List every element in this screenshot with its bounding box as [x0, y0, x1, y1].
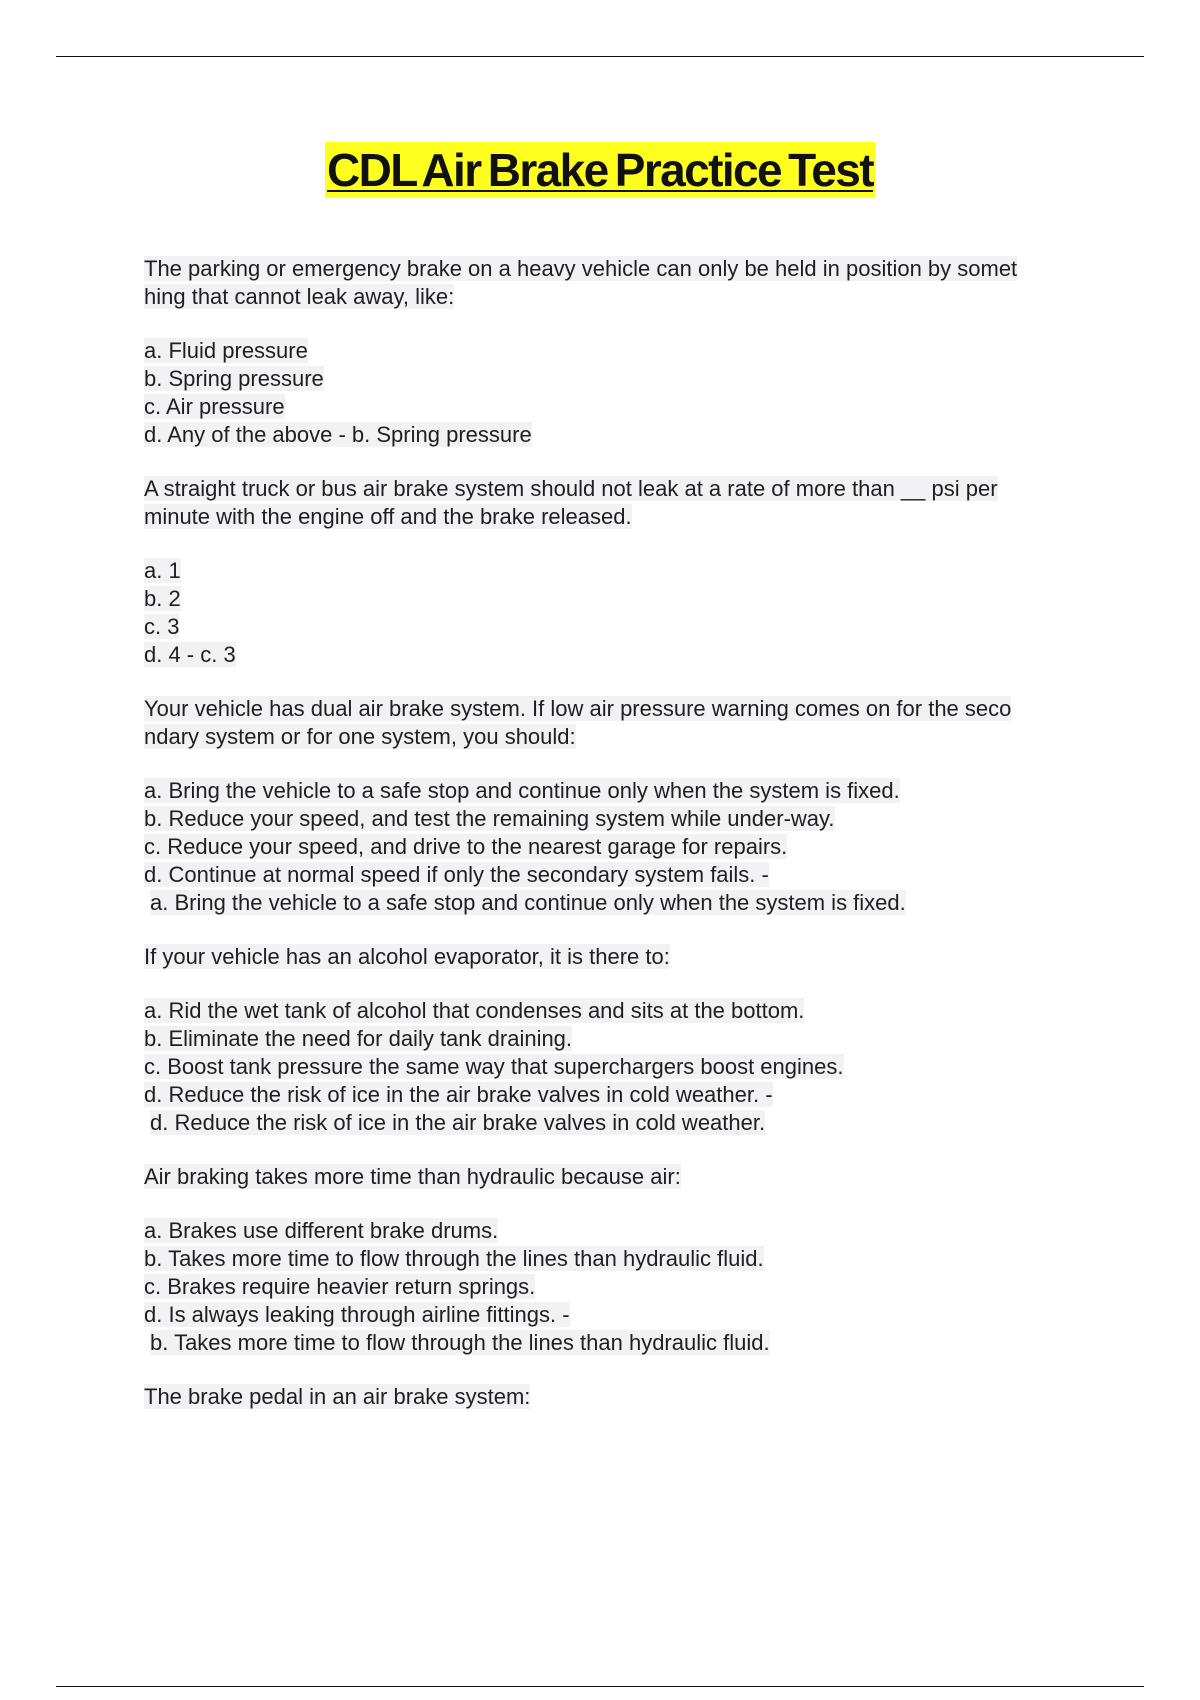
option-d: d. 4 - c. 3: [144, 642, 236, 667]
option-d: d. Is always leaking through airline fittings. -: [144, 1302, 570, 1327]
option-b: b. 2: [144, 586, 181, 611]
option-b: b. Eliminate the need for daily tank draining.: [144, 1026, 573, 1051]
question-item: [144, 1383, 1104, 1411]
option-list: [144, 557, 1104, 669]
question-list: [144, 255, 1104, 1437]
option-b: b. Takes more time to flow through the lines than hydraulic fluid.: [144, 1246, 764, 1271]
option-a: a. Bring the vehicle to a safe stop and continue only when the system is fixed.: [144, 778, 900, 803]
question-item: [144, 1163, 1104, 1357]
title-block: [0, 142, 1200, 198]
prompt-line: hing that cannot leak away, like:: [144, 284, 455, 309]
question-item: [144, 943, 1104, 1137]
option-b: b. Reduce your speed, and test the remaining system while under-way.: [144, 806, 835, 831]
prompt-line: The parking or emergency brake on a heavy vehicle can only be held in position by somet: [144, 256, 1018, 281]
option-list: [144, 337, 1104, 449]
prompt-line: A straight truck or bus air brake system should not leak at a rate of more than __ psi per: [144, 476, 998, 501]
question-prompt: [144, 255, 1104, 311]
prompt-line: minute with the engine off and the brake released.: [144, 504, 632, 529]
answer-line: a. Bring the vehicle to a safe stop and continue only when the system is fixed.: [150, 890, 906, 915]
question-prompt: [144, 943, 1104, 971]
question-item: [144, 255, 1104, 449]
option-a: a. Fluid pressure: [144, 338, 308, 363]
option-b: b. Spring pressure: [144, 366, 324, 391]
option-list: [144, 1217, 1104, 1357]
question-item: [144, 695, 1104, 917]
question-prompt: [144, 695, 1104, 751]
option-d: d. Reduce the risk of ice in the air brake valves in cold weather. -: [144, 1082, 773, 1107]
prompt-line: Your vehicle has dual air brake system. If low air pressure warning comes on for the seco: [144, 696, 1012, 721]
option-a: a. Brakes use different brake drums.: [144, 1218, 499, 1243]
option-c: c. Boost tank pressure the same way that superchargers boost engines.: [144, 1054, 844, 1079]
option-c: c. Reduce your speed, and drive to the nearest garage for repairs.: [144, 834, 788, 859]
option-c: c. Air pressure: [144, 394, 285, 419]
option-d: d. Continue at normal speed if only the secondary system fails. -: [144, 862, 769, 887]
header-rule: [56, 56, 1144, 57]
option-list: [144, 777, 1104, 917]
prompt-line: ndary system or for one system, you should:: [144, 724, 576, 749]
prompt-line: The brake pedal in an air brake system:: [144, 1384, 531, 1409]
option-a: a. Rid the wet tank of alcohol that condenses and sits at the bottom.: [144, 998, 805, 1023]
prompt-line: Air braking takes more time than hydraulic because air:: [144, 1164, 681, 1189]
option-c: c. Brakes require heavier return springs.: [144, 1274, 536, 1299]
option-c: c. 3: [144, 614, 180, 639]
option-list: [144, 997, 1104, 1137]
option-d: d. Any of the above - b. Spring pressure: [144, 422, 532, 447]
question-item: [144, 475, 1104, 669]
answer-line: b. Takes more time to flow through the lines than hydraulic fluid.: [150, 1330, 770, 1355]
question-prompt: [144, 475, 1104, 531]
prompt-line: If your vehicle has an alcohol evaporator, it is there to:: [144, 944, 670, 969]
answer-line: d. Reduce the risk of ice in the air brake valves in cold weather.: [150, 1110, 766, 1135]
question-prompt: [144, 1163, 1104, 1191]
option-a: a. 1: [144, 558, 181, 583]
question-prompt: [144, 1383, 1104, 1411]
footer-rule: [56, 1686, 1144, 1687]
document-title: CDL Air Brake Practice Test: [327, 144, 873, 196]
